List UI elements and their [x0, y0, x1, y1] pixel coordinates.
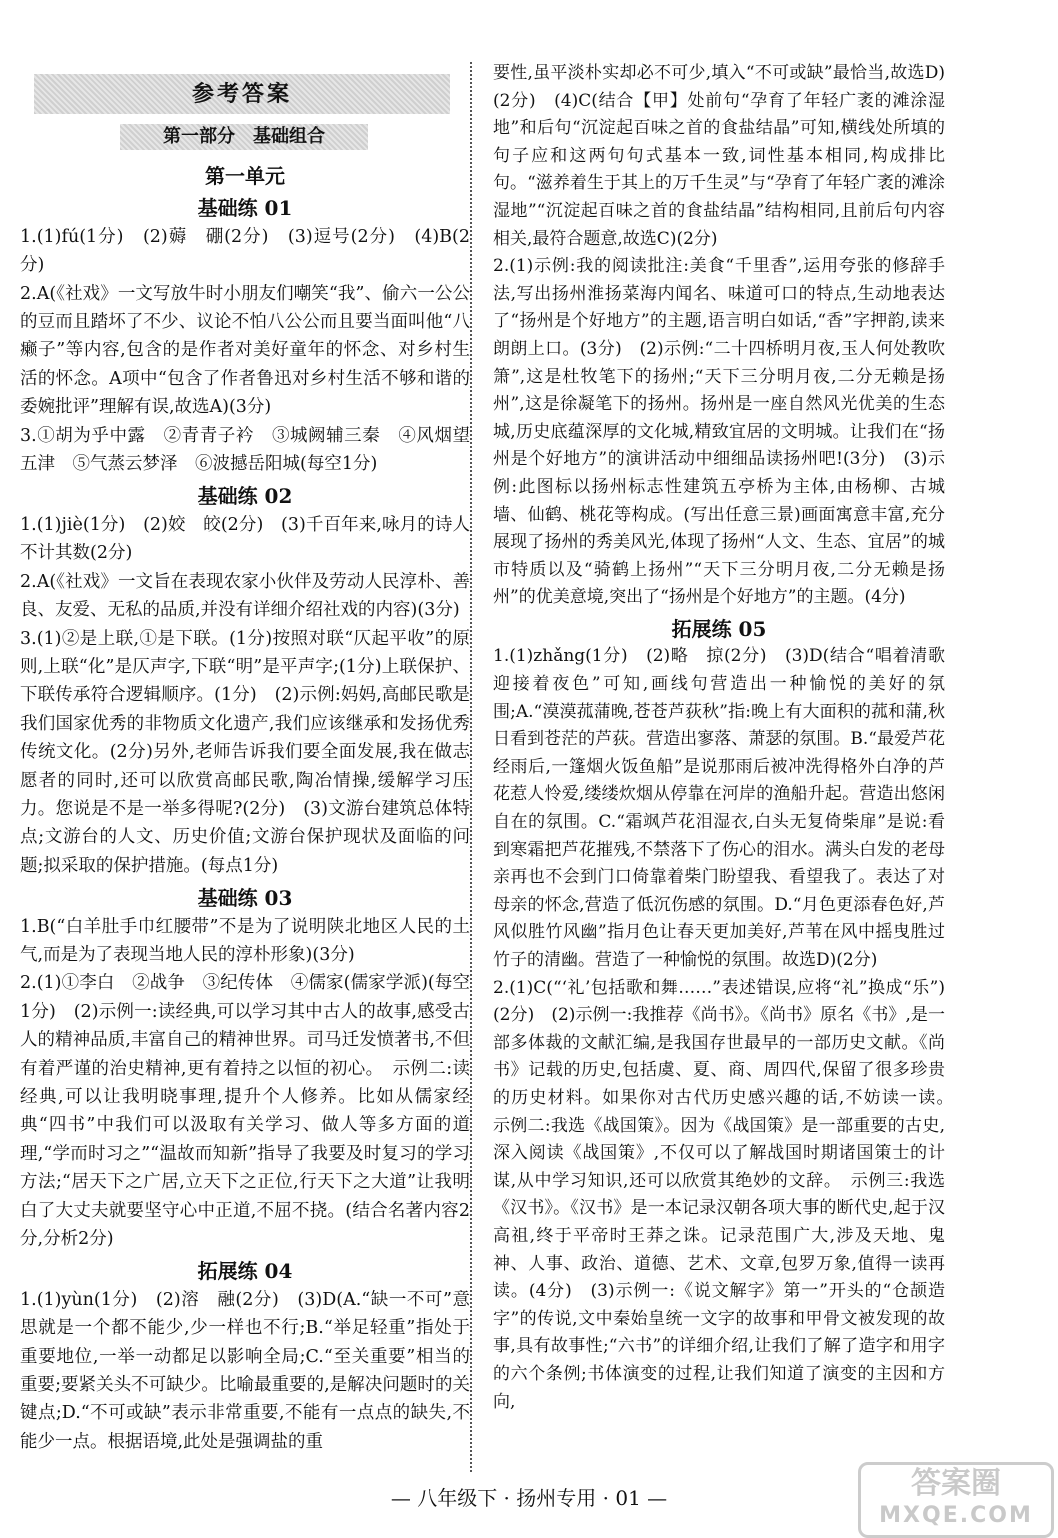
- answer-item: 要性,虽平淡朴实却必不可少,填入“不可或缺”最恰当,故选D)(2分) (4)C(结合【甲】处前句“孕育了年轻广袤的滩涂湿地”和后句“沉淀起百味之首的食盐结晶”可知,横线处所填的句子应和这两句句式基本一致,词性基本相同,构成排比句。“滋养着生于其上的万千生灵”与“孕育了年轻广袤的滩涂湿地”“沉淀起百味之首的食盐结晶”结构相同,且前后句内容相关,最符合题意,故选C)(2分): [493, 63, 945, 249]
- right-content: [493, 60, 962, 1416]
- watermark-text: 答案圈: [911, 1466, 1001, 1501]
- answer-item: 1.(1)yùn(1分) (2)溶 融(2分) (3)D(A.“缺一不可”意思就是一个都不能少,少一样也不行;B.“举足轻重”指处于重要地位,一举一动都足以影响全局;C.“至关重要”相当的重要;要紧关头不可缺少。比喻最重要的,是解决问题时的关键点;D.“不可或缺”表示非常重要,不能有一点点的缺失,不能少一点。根据语境,此处是强调盐的重: [20, 1289, 470, 1452]
- answer-item: 2.(1)示例:我的阅读批注:美食“千里香”,运用夸张的修辞手法,写出扬州淮扬菜海内闻名、味道可口的特点,生动地表达了“扬州是个好地方”的主题,语言明白如话,“香”字押韵,读来朗朗上口。(3分) (2)示例:“二十四桥明月夜,玉人何处教吹箫”,这是杜牧笔下的扬州;“天下三分明月夜,二分无赖是扬州”,这是徐凝笔下的扬州。扬州是一座自然风光优美的生态城,历史底蕴深厚的文化城,精致宜居的文明城。让我们在“扬州是个好地方”的演讲活动中细细品读扬州吧!(3分) (3)示例:此图标以扬州标志性建筑五亭桥为主体,由杨柳、古城墙、仙鹤、桃花等构成。(写出任意三景)画面寓意丰富,充分展现了扬州的秀美风光,体现了扬州“人文、生态、宜居”的城市特质以及“骑鹤上扬州”“天下三分明月夜,二分无赖是扬州”的优美意境,突出了“扬州是个好地方”的主题。(4分): [493, 256, 945, 608]
- answer-item: 1.(1)zhǎng(1分) (2)略 掠(2分) (3)D(结合“唱着清歌迎接着夜色”可知,画线句营造出一种愉悦的美好的氛围;A.“漠漠菰蒲晚,苍苍芦荻秋”指:晚上有大面积的菰和蒲,秋日看到苍茫的芦荻。营造出寥落、萧瑟的氛围。B.“最爱芦花经雨后,一篷烟火饭鱼船”是说那雨后被冲洗得格外白净的芦花惹人怜爱,缕缕炊烟从停靠在河岸的渔船升起。营造出悠闲自在的氛围。C.“霜飒芦花泪湿衣,白头无复倚柴扉”是说:看到寒霜把芦花摧残,不禁落下了伤心的泪水。满头白发的老母亲再也不会到门口倚靠着柴门盼望我、看望我了。表达了对母亲的怀念,营造了低沉伤感的氛围。D.“月色更添春色好,芦风似胜竹风幽”指月色让春天更加美好,芦苇在风中摇曳胜过竹子的清幽。营造了一种愉悦的氛围。故选D)(2分): [493, 646, 945, 970]
- section-heading: 拓展练 04: [197, 1259, 293, 1284]
- answer-item: 1.(1)jiè(1分) (2)姣 皎(2分) (3)千百年来,咏月的诗人不计其数(2分): [20, 514, 470, 564]
- answer-item: 3.(1)②是上联,①是下联。(1分)按照对联“仄起平收”的原则,上联“化”是仄声字,下联“明”是平声字;(1分)上联保护、下联传承符合逻辑顺序。(1分) (2)示例:妈妈,高邮民歌是我们国家优秀的非物质文化遗产,我们应该继承和发扬优秀传统文化。(2分)另外,老师告诉我们要全面发展,我在做志愿者的同时,还可以欣赏高邮民歌,陶冶情操,缓解学习压力。您说是不是一举多得呢?(2分) (3)文游台建筑总体特点;文游台的人文、历史价值;文游台保护现状及面临的问题;拟采取的保护措施。(每点1分): [20, 628, 470, 876]
- answer-title-banner: [34, 74, 450, 114]
- answer-item: 2.A(《社戏》一文写放牛时小朋友们嘲笑“我”、偷六一公公的豆而且踏坏了不少、议论不怕八公公而且要当面叫他“八癞子”等内容,包含的是作者对美好童年的怀念、对乡村生活的怀念。A项中“包含了作者鲁迅对乡村生活不够和谐的委婉批评”理解有误,故选A)(3分): [20, 283, 470, 418]
- right-column: [493, 60, 962, 1416]
- page-title: 参考答案: [191, 80, 292, 107]
- unit-title: 第一单元: [205, 164, 285, 188]
- answer-item: 1.B(“白羊肚手巾红腰带”不是为了说明陕北地区人民的土气,而是为了表现当地人民的淳朴形象)(3分): [20, 916, 470, 965]
- answer-item: 1.(1)fú(1分) (2)薅 硼(2分) (3)逗号(2分) (4)B(2分): [20, 226, 470, 276]
- section-heading: 拓展练 05: [671, 616, 767, 641]
- left-column: [20, 60, 470, 1456]
- left-content: [20, 194, 470, 1456]
- section-heading: 基础练 03: [197, 886, 293, 911]
- page-footer: — 八年级下 · 扬州专用 · 01 —: [390, 1486, 668, 1510]
- answer-item: 3.①胡为乎中露 ②青青子衿 ③城阙辅三秦 ④风烟望五津 ⑤气蒸云梦泽 ⑥波撼岳阳城(每空1分): [20, 425, 470, 475]
- answer-item: 2.(1)①李白 ②战争 ③纪传体 ④儒家(儒家学派)(每空1分) (2)示例一:读经典,可以学习其中古人的故事,感受古人的精神品质,丰富自己的精神世界。司马迁发愤著书,不但有着严谨的治史精神,更有着持之以恒的初心。 示例二:读经典,可以让我明晓事理,提升个人修养。比如从儒家经典“四书”中我们可以汲取有关学习、做人等多方面的道理,“学而时习之”“温故而知新”指导了我要及时复习的学习方法;“居天下之广居,立天下之正位,行天下之大道”让我明白了大丈夫就要坚守心中正道,不屈不挠。(结合名著内容2分,分析2分): [20, 973, 470, 1250]
- part-title: 第一部分 基础组合: [163, 125, 325, 147]
- answer-item: 2.(1)C(“‘礼’包括歌和舞……”表述错误,应将“礼”换成“乐”)(2分) (2)示例一:我推荐《尚书》。《尚书》原名《书》,是一部多体裁的文献汇编,是我国存世最早的一部历史文献。《尚书》记载的历史,包括虞、夏、商、周四代,保留了很多珍贵的历史材料。如果你对古代历史感兴趣的话,不妨读一读。 示例二:我选《战国策》。因为《战国策》是一部重要的古史,深入阅读《战国策》,不仅可以了解战国时期诸国策士的计谋,从中学习知识,还可以欣赏其绝妙的文辞。 示例三:我选《汉书》。《汉书》是一本记录汉朝各项大事的断代史,起于汉高祖,终于平帝时王莽之诛。记录范围广大,涉及天地、鬼神、人事、政治、道德、艺术、文章,包罗万象,值得一读再读。(4分) (3)示例一:《说文解字》第一”开头的“仓颉造字”的传说,文中秦始皇统一文字的故事和甲骨文被发现的故事,具有故事性;“六书”的详细介绍,让我们了解了造字和用字的六个条例;书体演变的过程,让我们知道了演变的主因和方向,: [493, 977, 962, 1412]
- watermark-url: MXQE.COM: [879, 1503, 1033, 1528]
- watermark-logo: [858, 1462, 1054, 1538]
- column-divider: [470, 62, 472, 1472]
- part-banner: [120, 124, 368, 150]
- section-heading: 基础练 02: [197, 484, 293, 509]
- answer-item: 2.A(《社戏》一文旨在表现农家小伙伴及劳动人民淳朴、善良、友爱、无私的品质,并没有详细介绍社戏的内容)(3分): [20, 571, 470, 621]
- section-heading: 基础练 01: [197, 196, 293, 221]
